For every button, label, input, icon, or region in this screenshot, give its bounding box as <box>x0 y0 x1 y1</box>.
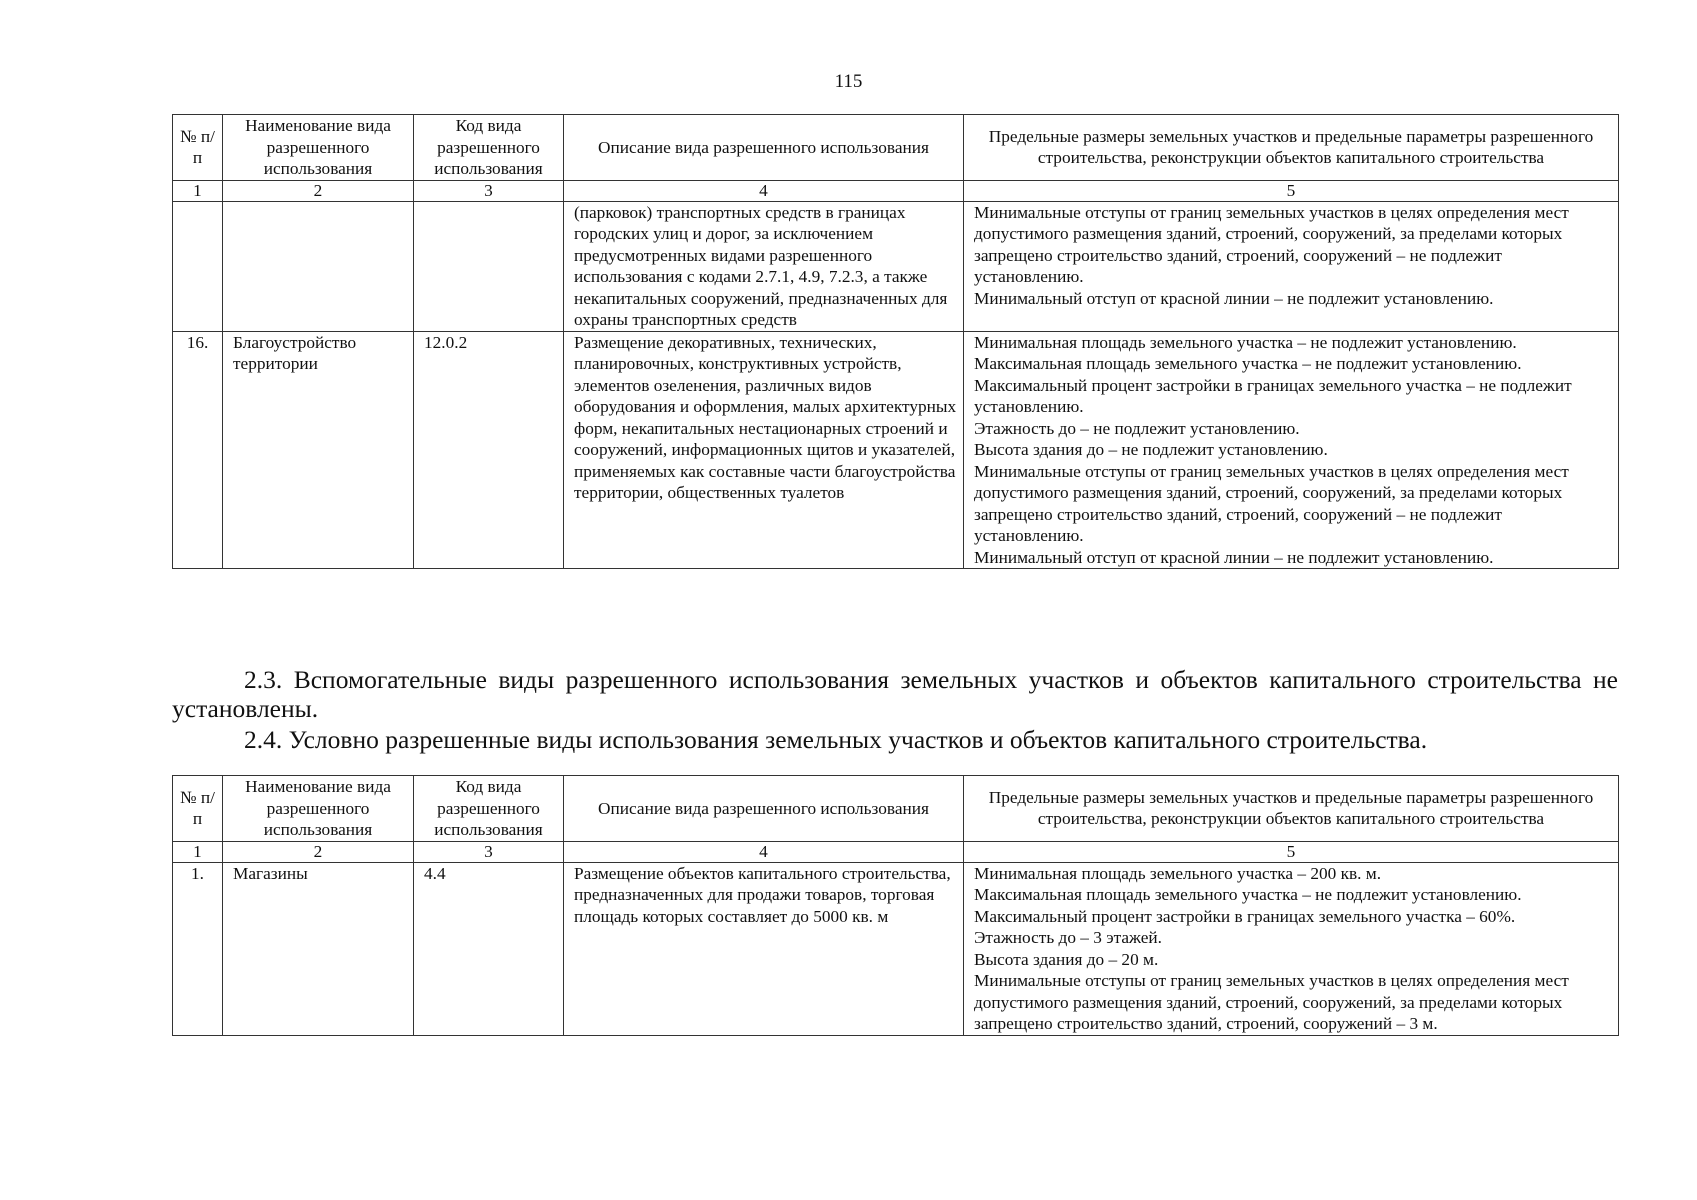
row-num: 1. <box>173 862 223 1035</box>
param-line: Минимальная площадь земельного участка – не подлежит установлению. <box>974 332 1517 352</box>
header-code: Код вида разрешенного использования <box>414 776 564 842</box>
column-number: 4 <box>564 841 964 862</box>
column-number: 4 <box>564 180 964 201</box>
row-params <box>964 862 1619 1035</box>
header-num: № п/п <box>173 115 223 181</box>
section-2-4-paragraph <box>172 725 1618 754</box>
row-num: 16. <box>173 331 223 569</box>
param-line: Максимальная площадь земельного участка – не подлежит установлению. <box>974 885 1522 904</box>
row-code <box>414 201 564 331</box>
table-row <box>173 201 1619 331</box>
row-name: Магазины <box>223 862 414 1035</box>
table-row <box>173 862 1619 1035</box>
header-num: № п/п <box>173 776 223 842</box>
section-2-4-text: 2.4. Условно разрешенные виды использования земельных участков и объектов капитального строительства. <box>244 725 1428 754</box>
column-number: 5 <box>964 841 1619 862</box>
conditional-use-table <box>172 775 1619 1036</box>
table-header-row <box>173 115 1619 181</box>
param-line: Минимальные отступы от границ земельных участков в целях определения мест допустимого размещения зданий, строений, сооружений, за пределами которых запрещено строительство зданий, строений, сооружений – не подлежит установлению. <box>974 202 1569 286</box>
header-name: Наименование вида разрешенного использования <box>223 776 414 842</box>
param-line: Максимальный процент застройки в границах земельного участка – 60%. <box>974 906 1516 926</box>
page-number: 115 <box>834 71 863 92</box>
table-row <box>173 331 1619 569</box>
row-num <box>173 201 223 331</box>
param-line: Минимальные отступы от границ земельных участков в целях определения мест допустимого размещения зданий, строений, сооружений, за пределами которых запрещено строительство зданий, строений, сооружений – 3 м. <box>974 971 1569 1033</box>
param-line: Минимальный отступ от красной линии – не подлежит установлению. <box>974 547 1494 567</box>
param-line: Максимальный процент застройки в границах земельного участка – не подлежит установлению. <box>974 375 1572 416</box>
table-header-row <box>173 776 1619 842</box>
column-number: 1 <box>173 180 223 201</box>
column-number: 3 <box>414 841 564 862</box>
row-name: Благоустройство территории <box>223 331 414 569</box>
param-line: Минимальные отступы от границ земельных участков в целях определения мест допустимого размещения зданий, строений, сооружений, за пределами которых запрещено строительство зданий, строений, сооружений – не подлежит установлению. <box>974 461 1569 545</box>
param-line: Высота здания до – не подлежит установлению. <box>974 440 1328 459</box>
column-number: 1 <box>173 841 223 862</box>
header-code: Код вида разрешенного использования <box>414 115 564 181</box>
column-number: 3 <box>414 180 564 201</box>
row-description: (парковок) транспортных средств в границах городских улиц и дорог, за исключением предусмотренных видами разрешенного использования с кодами 2.7.1, 4.9, 7.2.3, а также некапитальных сооружений, предназначенных для охраны транспортных средств <box>564 201 964 331</box>
row-code: 12.0.2 <box>414 331 564 569</box>
header-name: Наименование вида разрешенного использования <box>223 115 414 181</box>
row-description: Размещение декоративных, технических, планировочных, конструктивных устройств, элементов озеленения, различных видов оборудования и оформления, малых архитектурных форм, некапитальных нестационарных строений и сооружений, информационных щитов и указателей, применяемых как составные части благоустройства территории, общественных туалетов <box>564 331 964 569</box>
section-2-3-paragraph <box>172 665 1618 723</box>
param-line: Этажность до – 3 этажей. <box>974 928 1163 947</box>
param-line: Минимальный отступ от красной линии – не подлежит установлению. <box>974 288 1494 308</box>
permitted-use-table-main <box>172 114 1619 569</box>
param-line: Минимальная площадь земельного участка – 200 кв. м. <box>974 863 1382 883</box>
column-number-row <box>173 180 1619 201</box>
column-number-row <box>173 841 1619 862</box>
row-params <box>964 331 1619 569</box>
row-params <box>964 201 1619 331</box>
column-number: 2 <box>223 841 414 862</box>
row-name <box>223 201 414 331</box>
section-2-3-text: 2.3. Вспомогательные виды разрешенного использования земельных участков и объектов капитального строительства не установлены. <box>172 665 1618 723</box>
row-code: 4.4 <box>414 862 564 1035</box>
header-params: Предельные размеры земельных участков и предельные параметры разрешенного строительства, реконструкции объектов капитального строительства <box>964 115 1619 181</box>
param-line: Высота здания до – 20 м. <box>974 949 1159 969</box>
column-number: 5 <box>964 180 1619 201</box>
column-number: 2 <box>223 180 414 201</box>
header-description: Описание вида разрешенного использования <box>564 115 964 181</box>
header-params: Предельные размеры земельных участков и предельные параметры разрешенного строительства, реконструкции объектов капитального строительства <box>964 776 1619 842</box>
param-line: Этажность до – не подлежит установлению. <box>974 418 1300 438</box>
row-description: Размещение объектов капитального строительства, предназначенных для продажи товаров, торговая площадь которых составляет до 5000 кв. м <box>564 862 964 1035</box>
param-line: Максимальная площадь земельного участка – не подлежит установлению. <box>974 354 1522 373</box>
header-description: Описание вида разрешенного использования <box>564 776 964 842</box>
